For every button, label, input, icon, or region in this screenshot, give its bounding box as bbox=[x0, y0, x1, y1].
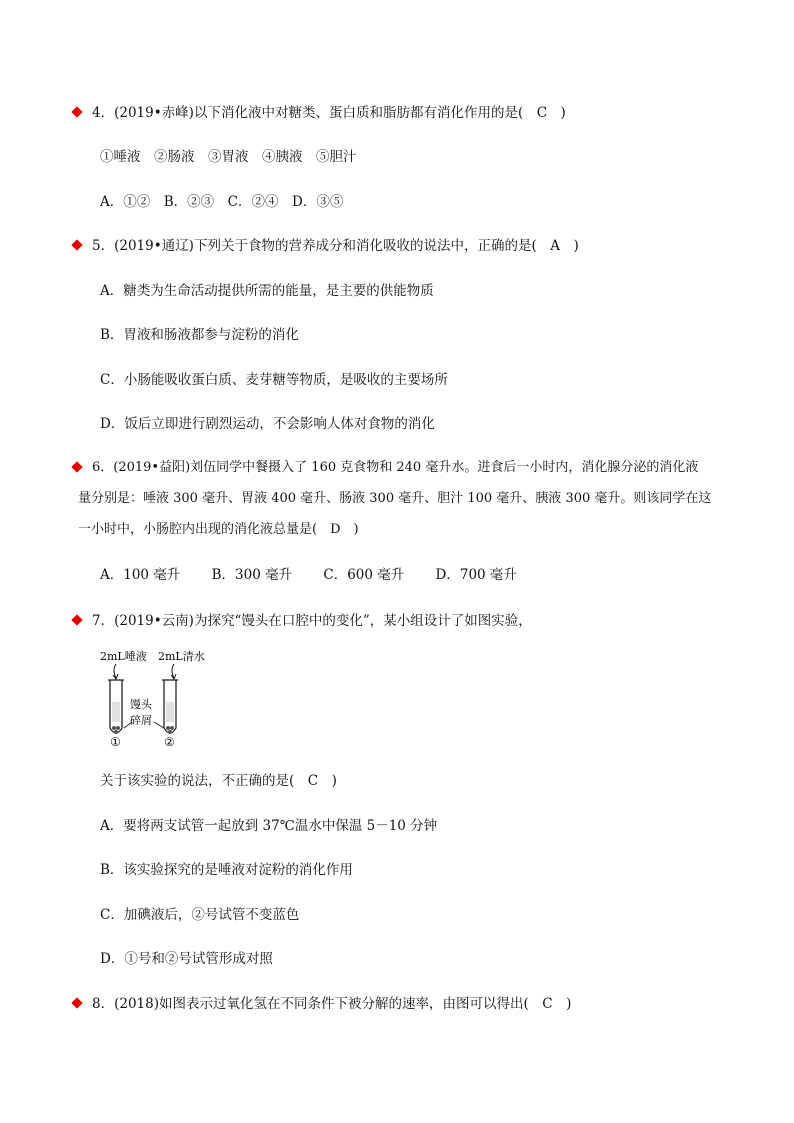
figure-tube-1-number: ① bbox=[110, 735, 121, 748]
figure-label-bun-2: 碎屑 bbox=[130, 714, 152, 727]
question-5-option-b: B．胃液和肠液都参与淀粉的消化 bbox=[100, 327, 299, 343]
question-7-option-c: C．加碘液后，②号试管不变蓝色 bbox=[100, 907, 300, 923]
figure-label-bun-1: 馒头 bbox=[130, 698, 152, 711]
question-6-stem-line1: 6．(2019•益阳)刘伍同学中餐摄入了 160 克食物和 240 毫升水。进食后一小时内，消化腺分泌的消化液 bbox=[92, 460, 699, 475]
question-bullet-icon bbox=[71, 461, 82, 472]
question-5-option-d: D．饭后立即进行剧烈运动，不会影响人体对食物的消化 bbox=[100, 416, 435, 432]
question-bullet-icon bbox=[71, 997, 82, 1008]
question-bullet-icon bbox=[71, 106, 82, 117]
question-5-option-a: A．糖类为生命活动提供所需的能量，是主要的供能物质 bbox=[100, 283, 434, 299]
question-4-options: A．①② B．②③ C．②④ D．③⑤ bbox=[100, 194, 344, 210]
question-4-stem: 4．(2019•赤峰)以下消化液中对糖类、蛋白质和脂肪都有消化作用的是( C ) bbox=[92, 105, 566, 121]
question-7-option-d: D．①号和②号试管形成对照 bbox=[100, 951, 273, 967]
figure-label-water: 2mL清水 bbox=[158, 650, 205, 663]
figure-label-saliva: 2mL唾液 bbox=[100, 650, 147, 663]
question-5-stem: 5．(2019•通辽)下列关于食物的营养成分和消化吸收的说法中，正确的是( A ) bbox=[92, 238, 579, 254]
question-5-option-c: C．小肠能吸收蛋白质、麦芽糖等物质，是吸收的主要场所 bbox=[100, 372, 448, 388]
question-7-option-a: A．要将两支试管一起放到 37℃温水中保温 5－10 分钟 bbox=[100, 818, 438, 834]
question-8-stem: 8．(2018)如图表示过氧化氢在不同条件下被分解的速率，由图可以得出( C ) bbox=[92, 996, 572, 1012]
question-6-stem-line3: 一小时中，小肠腔内出现的消化液总量是( D ) bbox=[78, 522, 359, 537]
question-bullet-icon bbox=[71, 239, 82, 250]
question-7-stem: 7．(2019•云南)为探究“馒头在口腔中的变化”，某小组设计了如图实验， bbox=[92, 613, 532, 629]
question-bullet-icon bbox=[71, 614, 82, 625]
question-7-option-b: B．该实验探究的是唾液对淀粉的消化作用 bbox=[100, 862, 353, 878]
question-4-sub: ①唾液 ②肠液 ③胃液 ④胰液 ⑤胆汁 bbox=[100, 149, 357, 165]
question-6-options: A．100 毫升 B．300 毫升 C．600 毫升 D．700 毫升 bbox=[100, 567, 517, 583]
question-6-stem-line2: 量分别是：唾液 300 毫升、胃液 400 毫升、肠液 300 毫升、胆汁 100 毫升、胰液 300 毫升。则该同学在这 bbox=[78, 491, 712, 506]
question-7-sub: 关于该实验的说法，不正确的是( C ) bbox=[100, 773, 337, 789]
test-tube-figure bbox=[96, 648, 236, 748]
figure-tube-2-number: ② bbox=[164, 735, 175, 748]
